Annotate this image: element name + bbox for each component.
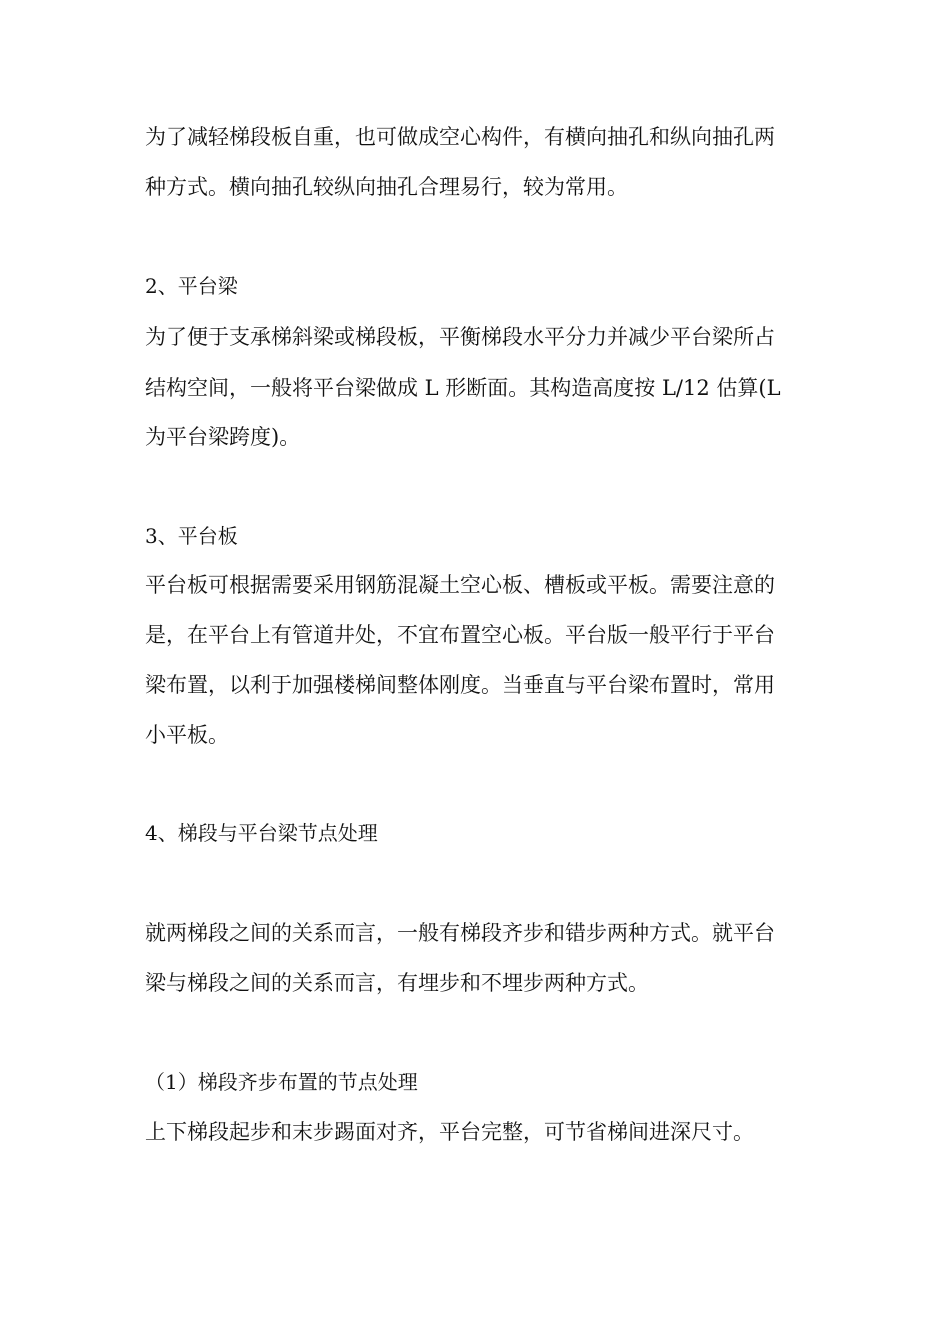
paragraph-line: 为了便于支承梯斜梁或梯段板，平衡梯段水平分力并减少平台梁所占: [145, 325, 775, 349]
paragraph-line: 是，在平台上有管道井处，不宜布置空心板。平台版一般平行于平台: [145, 623, 775, 647]
paragraph-line: 梁布置，以利于加强楼梯间整体刚度。当垂直与平台梁布置时，常用: [145, 673, 775, 697]
paragraph-line: 小平板。: [145, 723, 229, 747]
paragraph-line: 为了减轻梯段板自重，也可做成空心构件，有横向抽孔和纵向抽孔两: [145, 125, 775, 149]
paragraph-line: 结构空间，一般将平台梁做成 L 形断面。其构造高度按 L/12 估算(L: [145, 376, 781, 400]
paragraph-line: 就两梯段之间的关系而言，一般有梯段齐步和错步两种方式。就平台: [145, 921, 775, 945]
section-heading: 4、梯段与平台梁节点处理: [145, 821, 378, 845]
paragraph-line: 梁与梯段之间的关系而言，有埋步和不埋步两种方式。: [145, 971, 649, 995]
paragraph-line: 种方式。横向抽孔较纵向抽孔合理易行，较为常用。: [145, 175, 628, 199]
section-heading: 3、平台板: [145, 524, 238, 548]
paragraph-line: 为平台梁跨度)。: [145, 425, 301, 449]
subsection-heading: （1）梯段齐步布置的节点处理: [145, 1070, 418, 1094]
paragraph-line: 平台板可根据需要采用钢筋混凝土空心板、槽板或平板。需要注意的: [145, 573, 775, 597]
section-heading: 2、平台梁: [145, 274, 238, 298]
paragraph-line: 上下梯段起步和末步踢面对齐，平台完整，可节省梯间进深尺寸。: [145, 1120, 754, 1144]
